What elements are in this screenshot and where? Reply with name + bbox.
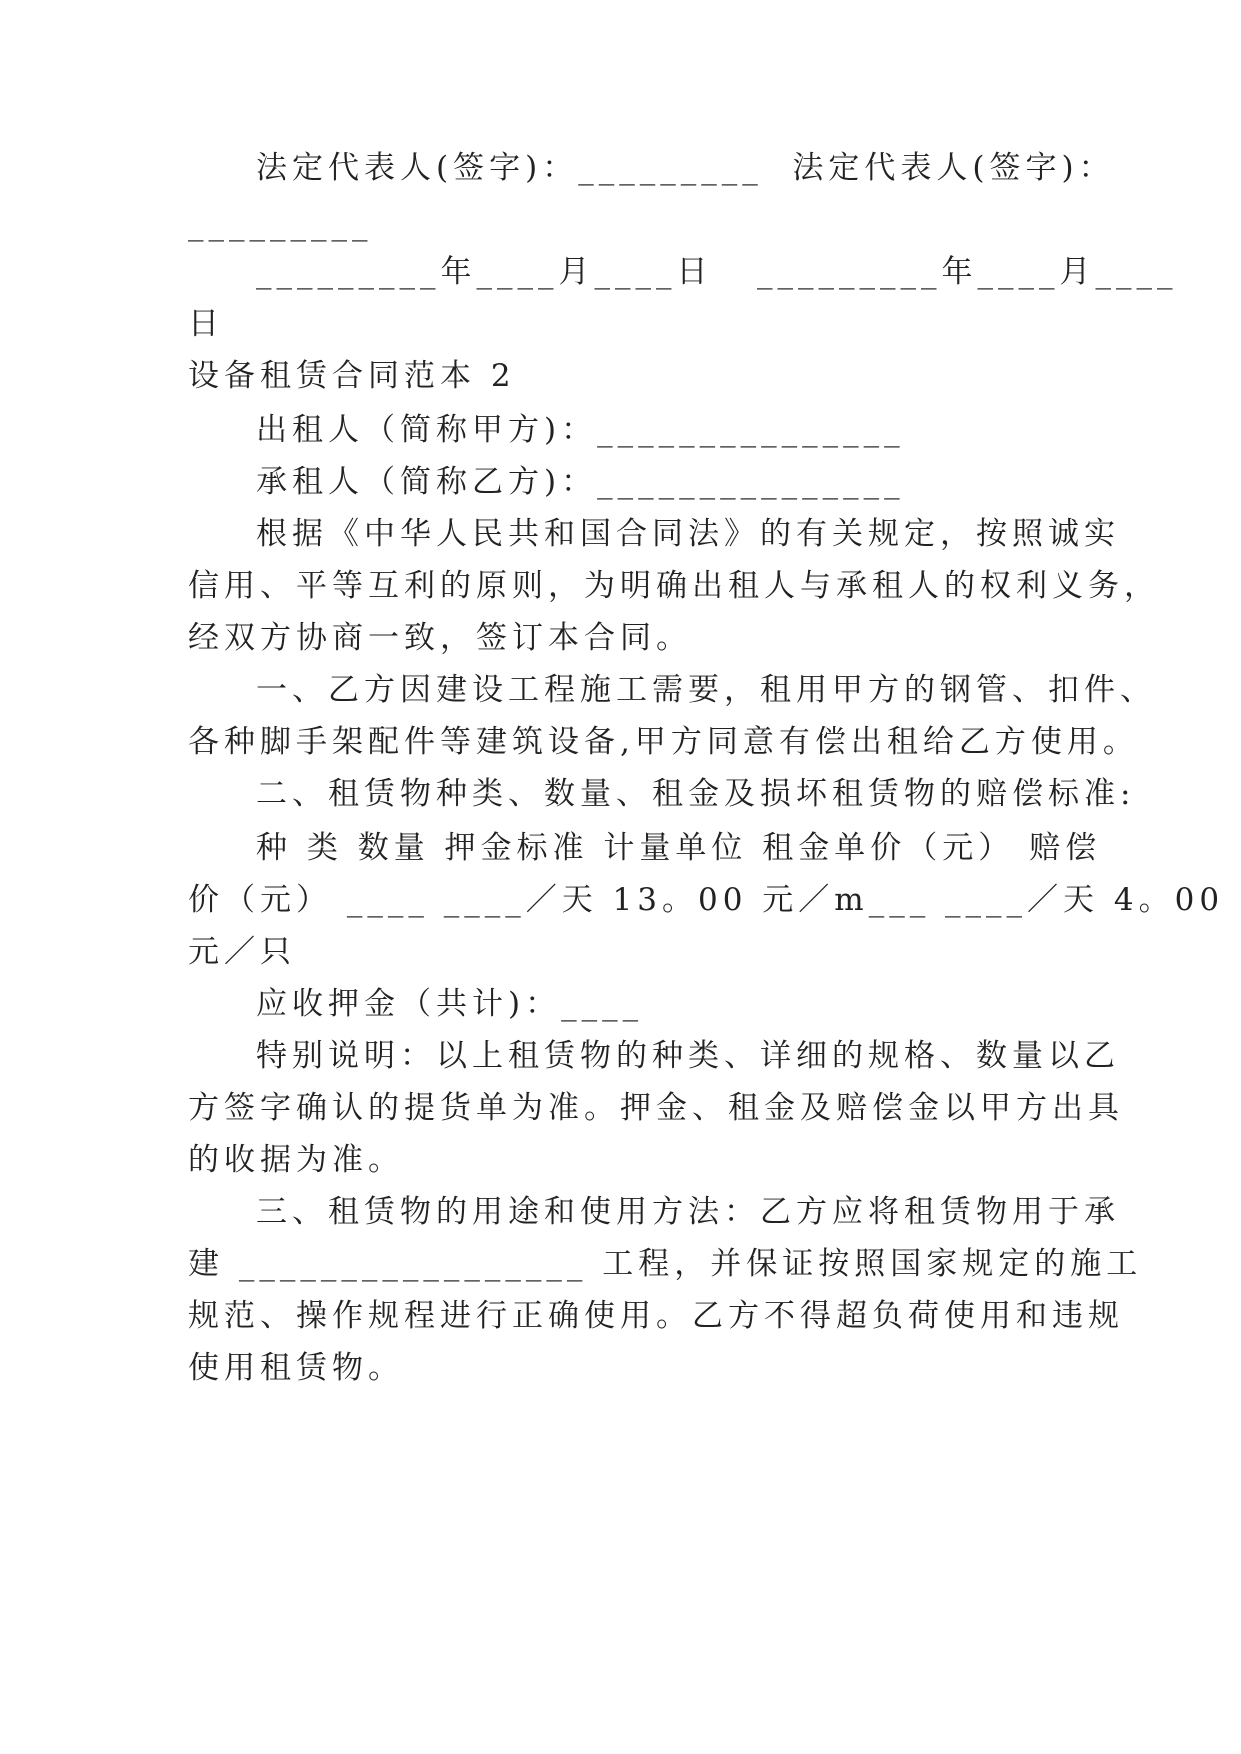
special-note-3: 的收据为准。 [188, 1142, 404, 1178]
clause-three-1: 三、租赁物的用途和使用方法：乙方应将租赁物用于承 [256, 1194, 1120, 1230]
date-line: _________年____月____日 _________年____月____ [256, 254, 1178, 290]
signature-blank: _________ [188, 206, 373, 242]
clause-three-2: 建 _________________ 工程，并保证按照国家规定的施工 [188, 1246, 1143, 1282]
lessee-line: 承租人（简称乙方)：_______________ [256, 464, 905, 500]
lessor-line: 出租人（简称甲方)：_______________ [256, 412, 905, 448]
deposit-line: 应收押金（共计)：____ [256, 986, 644, 1022]
clause-three-4: 使用租赁物。 [188, 1350, 404, 1386]
clause-three-3: 规范、操作规程进行正确使用。乙方不得超负荷使用和违规 [188, 1298, 1124, 1334]
rate-table-row-tail: 元／只 [188, 934, 296, 970]
clause-one-2: 各种脚手架配件等建筑设备,甲方同意有偿出租给乙方使用。 [188, 724, 1139, 760]
paragraph-intro-2: 信用、平等互利的原则，为明确出租人与承租人的权利义务， [188, 568, 1160, 604]
rate-table-row: 价（元） ____ ____／天 13。00 元／m___ ____／天 4。00 [188, 882, 1225, 918]
date-line-tail: 日 [188, 306, 224, 342]
paragraph-intro-1: 根据《中华人民共和国合同法》的有关规定，按照诚实 [256, 516, 1120, 552]
signature-line: 法定代表人(签字)：_________ 法定代表人(签字)： [256, 150, 1115, 186]
clause-one-1: 一、乙方因建设工程施工需要，租用甲方的钢管、扣件、 [256, 672, 1156, 708]
special-note-1: 特别说明：以上租赁物的种类、详细的规格、数量以乙 [256, 1038, 1120, 1074]
clause-two: 二、租赁物种类、数量、租金及损坏租赁物的赔偿标准: [256, 776, 1136, 812]
rate-table-header: 种 类 数量 押金标准 计量单位 租金单价（元） 赔偿 [256, 830, 1102, 866]
section-title: 设备租赁合同范本 2 [188, 358, 516, 394]
paragraph-intro-3: 经双方协商一致，签订本合同。 [188, 620, 692, 656]
special-note-2: 方签字确认的提货单为准。押金、租金及赔偿金以甲方出具 [188, 1090, 1124, 1126]
